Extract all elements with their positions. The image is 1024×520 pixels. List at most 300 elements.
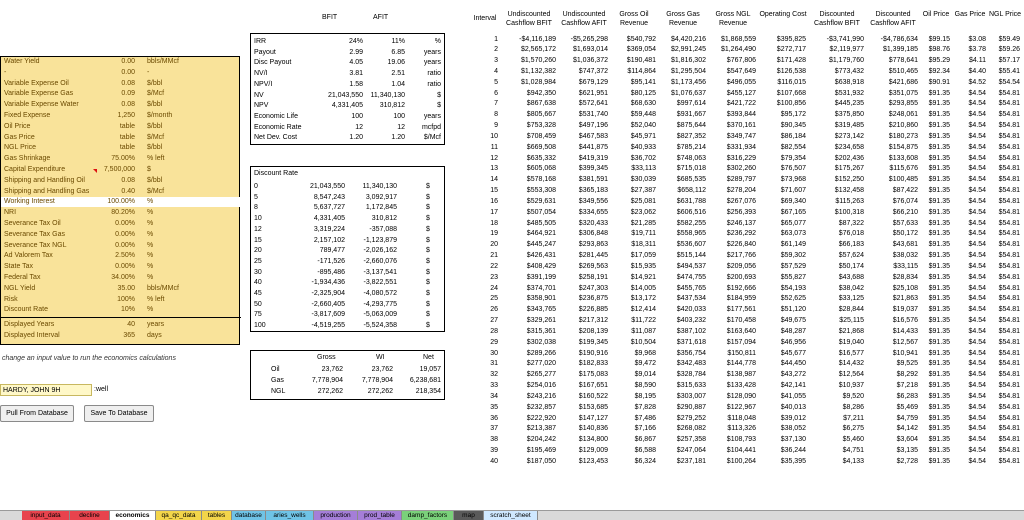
cashflow-cell: $7,828 [634,403,656,411]
cashflow-cell: $4.54 [968,252,986,260]
discount-unit: $ [426,268,430,276]
sheet-tab[interactable]: production [314,511,358,520]
cashflow-cell: $59.26 [998,46,1020,54]
cashflow-cell: $54.81 [998,306,1020,314]
reserves-wi: 272,262 [367,387,393,395]
cashflow-cell: $445,235 [834,100,864,108]
input-unit: % left [147,295,165,303]
cashflow-cell: $25,108 [892,284,918,292]
display-value[interactable]: 40 [127,321,135,329]
input-label: Federal Tax [4,274,41,281]
input-value[interactable]: 75.00% [111,155,135,163]
summary-bfit: 4,331,405 [331,102,363,110]
cashflow-cell: $209,056 [726,262,756,270]
input-value[interactable]: 100% [117,295,135,303]
input-label: Severance Tax Oil [4,220,61,227]
cashflow-cell: $708,459 [526,132,556,140]
sheet-tab[interactable]: qa_qc_data [156,511,202,520]
cashflow-cell: $202,436 [834,154,864,162]
cashflow-cell: $387,102 [676,327,706,335]
input-value[interactable]: 0.00% [115,220,135,227]
cashflow-cell: $59,448 [630,111,656,119]
cashflow-cell: $638,918 [834,78,864,86]
cashflow-row [470,208,1024,219]
cashflow-cell: $4,142 [896,425,918,433]
cashflow-cell: $82,554 [780,143,806,151]
display-row[interactable] [1,320,241,330]
bfit-header: BFIT [322,14,338,21]
input-value[interactable]: 0.00% [115,263,135,271]
cashflow-cell: $54.81 [998,252,1020,260]
cashflow-cell: $12,564 [838,371,864,379]
summary-afit: 100 [393,112,405,120]
well-name-input[interactable]: HARDY, JOHN 9H [0,384,92,396]
reserves-wi-header: WI [376,354,385,361]
afit-header: AFIT [373,14,389,21]
summary-label: NV/I [254,70,268,78]
discount-afit: -4,080,572 [363,290,397,297]
cashflow-cell: $13,172 [630,295,656,303]
input-value[interactable]: 10% [120,306,135,314]
input-value[interactable]: 0.00 [121,58,135,65]
input-value[interactable]: table [119,133,135,141]
cashflow-cell: $2,565,172 [520,46,556,54]
summary-bfit: 3.81 [349,70,363,78]
cashflow-row [470,164,1024,175]
cashflow-cell: $54.81 [998,414,1020,422]
cashflow-cell: $256,393 [726,208,756,216]
cashflow-cell: $177,561 [726,306,756,314]
cashflow-cell: $50,174 [838,262,864,270]
cashflow-cell: 40 [490,457,498,465]
cashflow-cell: $485,505 [526,219,556,227]
cashflow-row [470,197,1024,208]
input-unit: % [147,252,154,260]
input-value[interactable]: table [119,144,135,152]
input-unit: $/bbl [147,176,163,184]
cashflow-cell: 7 [494,100,498,108]
cashflow-cell: $293,863 [578,241,608,249]
cashflow-cell: $1,295,504 [670,67,706,75]
input-row[interactable] [1,230,241,240]
cashflow-cell: $329,261 [526,317,556,325]
cashflow-cell: $391,199 [526,273,556,281]
cashflow-row [470,338,1024,349]
input-row[interactable] [1,111,241,121]
input-row[interactable] [1,100,241,110]
cashflow-cell: $257,358 [676,436,706,444]
cashflow-cell: $45,677 [780,349,806,357]
display-value[interactable]: 365 [123,332,135,339]
cashflow-cell: $54.81 [998,208,1020,216]
cashflow-header: Discounted Cashflow AFIT [870,11,916,27]
cashflow-cell: $91.35 [928,360,950,368]
input-row[interactable] [1,154,241,164]
reserves-row [251,376,446,386]
cashflow-cell: $4.54 [968,187,986,195]
cashflow-cell: -$3,741,990 [826,35,864,43]
cashflow-cell: 14 [490,176,498,184]
cashflow-cell: $531,740 [578,111,608,119]
input-label: State Tax [4,263,34,271]
sheet-tab[interactable]: map [454,511,484,520]
cashflow-cell: $631,788 [676,197,706,205]
cashflow-cell: $635,332 [526,154,556,162]
cashflow-cell: $91.35 [928,230,950,238]
cashflow-cell: $14,005 [630,284,656,292]
cashflow-cell: $246,137 [726,219,756,227]
cashflow-cell: $867,638 [526,100,556,108]
cashflow-cell: $14,432 [838,360,864,368]
cashflow-row [470,424,1024,435]
cashflow-cell: $222,920 [526,414,556,422]
cashflow-cell: $91.35 [928,414,950,422]
input-label: NGL Price [4,144,37,152]
input-unit: % [147,306,154,314]
summary-afit: 1.04 [391,80,405,88]
input-row[interactable] [1,187,241,197]
cashflow-cell: $40,933 [630,143,656,151]
cashflow-cell: $90,345 [780,122,806,130]
input-row[interactable] [1,143,241,153]
cashflow-cell: $170,458 [726,317,756,325]
cashflow-cell: $2,119,977 [829,46,864,54]
input-value[interactable]: 100.00% [107,198,135,206]
input-row[interactable] [1,219,241,229]
hint-text: change an input value to run the economics calculations [2,355,176,362]
reserves-row [251,387,446,397]
cashflow-cell: $785,214 [676,143,706,151]
cashflow-cell: $4.54 [968,371,986,379]
save-to-database-button[interactable]: Save To Database [84,405,154,422]
cashflow-cell: $540,792 [626,35,656,43]
cashflow-cell: 31 [490,360,498,368]
cashflow-cell: $316,229 [726,154,756,162]
cashflow-cell: $11,087 [631,327,656,335]
cashflow-cell: $6,324 [634,457,656,465]
cashflow-cell: $87,322 [838,219,864,227]
pull-from-database-button[interactable]: Pull From Database [0,405,74,422]
input-label: Discount Rate [4,306,48,314]
cashflow-cell: $4.54 [968,306,986,314]
cashflow-cell: $95.29 [928,57,950,65]
sheet-tab[interactable]: prod_table [358,511,402,520]
discount-row [251,278,446,288]
discount-rate: 40 [254,279,262,287]
cashflow-row [470,229,1024,240]
input-row[interactable] [1,57,241,67]
cashflow-cell: $66,183 [838,241,864,249]
input-value[interactable]: 0.40 [121,187,135,195]
cashflow-cell: $91.35 [928,252,950,260]
input-value[interactable]: 0.08 [121,79,135,87]
cashflow-row [470,370,1024,381]
cashflow-cell: $79,354 [780,154,806,162]
cashflow-cell: $669,508 [526,143,556,151]
cashflow-cell: $4,420,216 [670,35,706,43]
input-value[interactable]: 0.00% [115,241,135,249]
input-unit: $/bbl [147,101,163,109]
cashflow-cell: $1,693,014 [572,46,608,54]
input-unit: $/Mcf [147,133,165,141]
discount-row [251,246,446,256]
input-unit: $/bbl [147,79,163,87]
input-row[interactable] [1,262,241,272]
cashflow-cell: $86,184 [780,132,806,140]
discount-afit: -2,026,162 [363,247,397,255]
cashflow-cell: $232,857 [526,403,556,411]
summary-bfit: 4.05 [349,59,363,67]
input-row[interactable] [1,284,241,294]
input-row[interactable] [1,89,241,99]
cashflow-cell: $100,856 [776,100,806,108]
summary-bfit: 1.58 [349,80,363,88]
cashflow-cell: 35 [490,403,498,411]
cashflow-cell: $374,701 [526,284,556,292]
sheet-tab[interactable]: decline [70,511,110,520]
cashflow-cell: $303,007 [676,392,706,400]
cashflow-cell: $9,014 [634,371,656,379]
cashflow-cell: $445,247 [526,241,556,249]
cashflow-cell: $531,932 [834,89,864,97]
cashflow-cell: 39 [490,447,498,455]
input-value[interactable]: 34.00% [111,274,135,281]
input-value[interactable]: table [119,122,135,130]
cashflow-cell: $114,864 [627,67,656,75]
input-value[interactable]: 0.09 [121,90,135,98]
cashflow-header: Interval [473,15,497,22]
discount-unit: $ [426,279,430,287]
summary-row [251,112,446,122]
input-row[interactable] [1,79,241,89]
input-value[interactable]: 80.20% [111,209,135,217]
discount-bfit: 8,547,243 [313,193,345,201]
cashflow-cell: $4.54 [968,230,986,238]
well-label: :well [94,386,109,393]
summary-bfit: 21,043,550 [327,91,363,99]
discount-afit: -5,063,009 [363,311,397,319]
cashflow-cell: 34 [490,392,498,400]
cashflow-cell: $247,064 [676,447,706,455]
cashflow-cell: $8,286 [842,403,864,411]
cashflow-cell: $349,556 [578,197,608,205]
input-unit: % left [147,155,165,163]
cashflow-cell: $213,387 [526,425,556,433]
cashflow-cell: $9,520 [842,392,864,400]
cashflow-cell: $4.54 [968,360,986,368]
summary-afit: 1.20 [391,134,405,142]
cashflow-cell: $331,934 [726,143,756,151]
input-row[interactable] [1,197,241,207]
display-row[interactable] [1,331,241,341]
input-label: Water Yield [4,58,40,65]
cashflow-cell: $27,387 [630,187,656,195]
sheet-tab[interactable]: damp_factors [402,511,454,520]
cashflow-cell: $59.49 [998,35,1020,43]
cashflow-row [470,435,1024,446]
cashflow-cell: $226,840 [726,241,756,249]
input-unit: % [147,263,154,271]
cashflow-cell: $289,266 [526,349,556,357]
cashflow-cell: $254,016 [526,382,556,390]
cashflow-cell: $10,941 [892,349,918,357]
input-value[interactable]: 0.08 [121,176,135,184]
input-value[interactable]: 2.50% [115,252,135,260]
input-row[interactable] [1,133,241,143]
cashflow-cell: $171,428 [776,57,806,65]
cashflow-cell: $23,062 [630,208,656,216]
cashflow-cell: $4.54 [968,122,986,130]
input-row[interactable] [1,305,241,315]
summary-unit: $ [437,102,441,110]
cashflow-cell: $51,120 [780,306,806,314]
summary-bfit: 12 [355,123,363,131]
cashflow-cell: $28,834 [892,273,918,281]
discount-bfit: 5,637,727 [313,204,345,212]
cashflow-cell: $30,039 [630,176,656,184]
cashflow-cell: $1,036,372 [572,57,608,65]
input-value[interactable]: 0.00 [121,68,135,76]
cashflow-cell: $248,061 [888,111,918,119]
cashflow-cell: $455,765 [676,284,706,292]
cashflow-header: Gross Oil Revenue [619,11,649,27]
discount-bfit: -3,817,609 [311,311,345,319]
summary-row [251,37,446,47]
cashflow-cell: $91.35 [928,392,950,400]
summary-bfit: 1.20 [349,134,363,142]
cashflow-cell: $351,075 [888,89,918,97]
summary-label: NV [254,91,264,99]
cashflow-cell: $14,921 [630,273,656,281]
cashflow-cell: $289,797 [726,176,756,184]
cashflow-cell: $54.81 [998,132,1020,140]
input-label: - [4,68,7,76]
cashflow-cell: 10 [490,132,498,140]
input-row[interactable] [1,295,241,305]
cashflow-cell: $306,848 [578,230,608,238]
cashflow-cell: 25 [490,295,498,303]
cashflow-cell: 32 [490,371,498,379]
cashflow-cell: $38,052 [780,425,806,433]
input-unit: $/month [147,112,173,119]
cashflow-cell: $42,141 [780,382,806,390]
cashflow-cell: 17 [490,208,498,216]
sheet-tab[interactable]: database [232,511,266,520]
input-row[interactable] [1,241,241,251]
reserves-gross: 23,762 [321,366,343,373]
cashflow-cell: $1,570,260 [520,57,556,65]
cashflow-cell: $426,431 [526,252,556,260]
cashflow-cell: $54.81 [998,176,1020,184]
cashflow-cell: $36,702 [630,154,656,162]
display-unit: years [147,321,165,329]
input-row[interactable] [1,68,241,78]
sheet-tab[interactable]: input_data [22,511,70,520]
sheet-tab[interactable]: scratch_sheet [484,511,538,520]
input-value[interactable]: 1,250 [117,112,135,119]
sheet-tab[interactable]: tables [202,511,232,520]
cashflow-cell: $4.54 [968,154,986,162]
cashflow-cell: $157,094 [726,338,756,346]
cashflow-cell: $572,641 [578,100,608,108]
discount-rate: 10 [254,215,262,223]
input-row[interactable] [1,251,241,261]
cashflow-cell: $7,218 [896,382,918,390]
cashflow-cell: -$4,786,634 [880,35,918,43]
cashflow-cell: $247,303 [578,284,608,292]
cashflow-cell: $190,916 [578,349,608,357]
cashflow-cell: $100,318 [834,208,864,216]
cashflow-cell: $108,793 [726,436,756,444]
cashflow-cell: $140,836 [578,425,608,433]
input-value[interactable]: 0.00% [115,230,135,238]
cashflow-cell: $92.34 [928,67,950,75]
cashflow-cell: $192,666 [726,284,756,292]
cashflow-cell: $57,633 [892,219,918,227]
cashflow-cell: $21,863 [892,295,918,303]
cashflow-cell: $76,018 [838,230,864,238]
summary-row [251,101,446,111]
input-row[interactable] [1,176,241,186]
cashflow-cell: $4.54 [968,295,986,303]
cashflow-cell: 11 [490,143,498,151]
discount-rate: 0 [254,183,258,190]
cashflow-row [470,121,1024,132]
cashflow-cell: $4.54 [968,100,986,108]
cashflow-cell: $9,525 [896,360,918,368]
cashflow-cell: $4.54 [968,403,986,411]
cashflow-cell: $4.54 [968,425,986,433]
cashflow-cell: $349,747 [726,132,756,140]
input-value[interactable]: 0.08 [121,101,135,109]
input-row[interactable] [1,208,241,218]
sheet-tab[interactable]: aries_wells [266,511,314,520]
cashflow-cell: 19 [490,230,498,238]
input-label: Severance Tax Gas [4,230,65,238]
summary-bfit: 2.99 [349,48,363,56]
input-row[interactable] [1,122,241,132]
input-unit: % [147,230,154,238]
cashflow-cell: $123,453 [578,457,608,465]
input-row[interactable] [1,165,241,175]
cashflow-cell: $208,139 [578,327,608,335]
cashflow-row [470,154,1024,165]
cashflow-cell: $39,012 [780,414,806,422]
input-value[interactable]: 7,500,000 [103,166,135,173]
cashflow-cell: $10,937 [838,382,864,390]
cashflow-cell: $715,018 [676,165,706,173]
input-row[interactable] [1,273,241,283]
cashflow-cell: $100,264 [726,457,756,465]
cashflow-row [470,56,1024,67]
summary-afit: 310,812 [379,102,405,110]
cashflow-cell: $54.81 [998,403,1020,411]
display-unit: days [147,332,162,339]
display-label: Displayed Years [4,321,55,329]
cashflow-cell: $393,844 [726,111,756,119]
cashflow-cell: $57,624 [838,252,864,260]
cashflow-cell: $4.54 [968,392,986,400]
cashflow-cell: $90.91 [928,78,950,86]
cashflow-cell: $45,971 [630,132,656,140]
cashflow-cell: $54.81 [998,122,1020,130]
input-value[interactable]: 35.00 [117,284,135,292]
cashflow-cell: $57,529 [780,262,806,270]
summary-unit: years [423,48,441,56]
sheet-tab[interactable]: economics [110,511,156,520]
discount-bfit: -895,486 [317,268,345,276]
cashflow-cell: 1 [494,35,498,43]
